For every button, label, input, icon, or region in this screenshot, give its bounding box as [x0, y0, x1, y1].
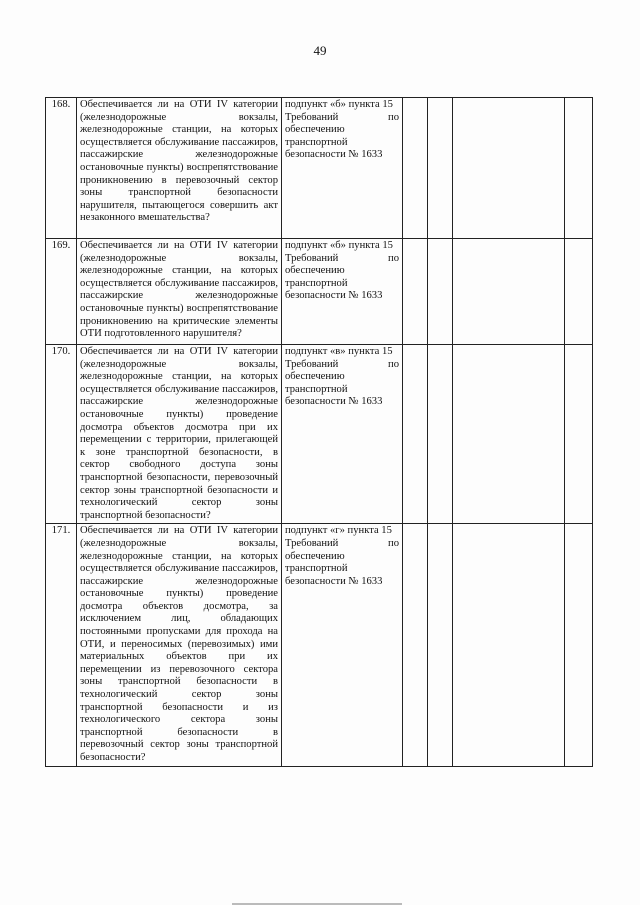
- reference-line: безопасности № 1633: [285, 575, 383, 587]
- reference-line: безопасности № 1633: [285, 149, 383, 161]
- remarks-cell[interactable]: [453, 524, 565, 766]
- requirement-reference: [282, 239, 403, 345]
- requirement-reference: [282, 524, 403, 766]
- row-number: 169.: [46, 239, 77, 345]
- answer-yes-cell[interactable]: [403, 239, 428, 345]
- reference-line: безопасности № 1633: [285, 396, 383, 408]
- reference-line: транспортной: [285, 383, 348, 395]
- reference-line: подпункт «г» пункта 15: [285, 525, 392, 537]
- answer-no-cell[interactable]: [428, 345, 453, 524]
- reference-line: подпункт «б» пункта 15: [285, 240, 393, 251]
- reference-line: обеспечению: [285, 124, 345, 136]
- table-row: [46, 98, 593, 239]
- answer-no-cell[interactable]: [428, 524, 453, 766]
- table-row: [46, 239, 593, 345]
- reference-line: транспортной: [285, 136, 348, 148]
- row-number: 171.: [46, 524, 77, 766]
- extra-cell[interactable]: [565, 345, 593, 524]
- requirement-reference: [282, 98, 403, 239]
- reference-line: Требований по: [285, 537, 399, 549]
- table-row: [46, 345, 593, 524]
- reference-line: обеспечению: [285, 371, 345, 383]
- row-number: 170.: [46, 345, 77, 524]
- remarks-cell[interactable]: [453, 345, 565, 524]
- reference-line: транспортной: [285, 563, 348, 575]
- extra-cell[interactable]: [565, 239, 593, 345]
- page-number: 49: [313, 43, 327, 58]
- reference-line: Требований по: [285, 111, 399, 123]
- reference-line: подпункт «б» пункта 15: [285, 99, 393, 110]
- answer-yes-cell[interactable]: [403, 98, 428, 239]
- answer-yes-cell[interactable]: [403, 524, 428, 766]
- reference-line: подпункт «в» пункта 15: [285, 346, 393, 357]
- answer-no-cell[interactable]: [428, 98, 453, 239]
- question-text: Обеспечивается ли на ОТИ IV категории (железнодорожные вокзалы, железнодорожные станции, на которых осуществляется обслуживание пассажиров, пассажирские железнодорожные остановочные пункты) воспрепятствование проникновению в перевозочный сектор зоны транспортной безопасности нарушителя, пытающегося совершить акт незаконного вмешательства?: [77, 98, 282, 239]
- answer-no-cell[interactable]: [428, 239, 453, 345]
- checklist-table: [45, 97, 593, 767]
- extra-cell[interactable]: [565, 98, 593, 239]
- row-number: 168.: [46, 98, 77, 239]
- table-row: [46, 524, 593, 766]
- answer-yes-cell[interactable]: [403, 345, 428, 524]
- reference-line: Требований по: [285, 252, 399, 264]
- reference-line: обеспечению: [285, 550, 345, 562]
- reference-line: безопасности № 1633: [285, 290, 383, 302]
- remarks-cell[interactable]: [453, 98, 565, 239]
- reference-line: обеспечению: [285, 265, 345, 277]
- reference-line: Требований по: [285, 358, 399, 370]
- remarks-cell[interactable]: [453, 239, 565, 345]
- question-text: Обеспечивается ли на ОТИ IV категории (железнодорожные вокзалы, железнодорожные станции, на которых осуществляется обслуживание пассажиров, пассажирские железнодорожные остановочные пункты) проведение досмотра объектов досмотра, за исключением лиц, обладающих постоянными пропусками для прохода на ОТИ, и переносимых (перевозимых) ими материальных объектов при их перемещении из перевозочного сектора зоны транспортной безопасности в технологический сектор зоны транспортной безопасности и из технологического сектора зоны транспортной безопасности в перевозочный сектор зоны транспортной безопасности?: [77, 524, 282, 766]
- requirement-reference: [282, 345, 403, 524]
- question-text: Обеспечивается ли на ОТИ IV категории (железнодорожные вокзалы, железнодорожные станции, на которых осуществляется обслуживание пассажиров, пассажирские железнодорожные остановочные пункты) проведение досмотра объектов досмотра при их перемещении с территории, прилегающей к зоне транспортной безопасности, в сектор свободного доступа зоны транспортной безопасности, перевозочный сектор зоны транспортной безопасности и технологический сектор зоны транспортной безопасности?: [77, 345, 282, 524]
- question-text: Обеспечивается ли на ОТИ IV категории (железнодорожные вокзалы, железнодорожные станции, на которых осуществляется обслуживание пассажиров, пассажирские железнодорожные остановочные пункты) воспрепятствование проникновению на критические элементы ОТИ подготовленного нарушителя?: [77, 239, 282, 345]
- extra-cell[interactable]: [565, 524, 593, 766]
- reference-line: транспортной: [285, 277, 348, 289]
